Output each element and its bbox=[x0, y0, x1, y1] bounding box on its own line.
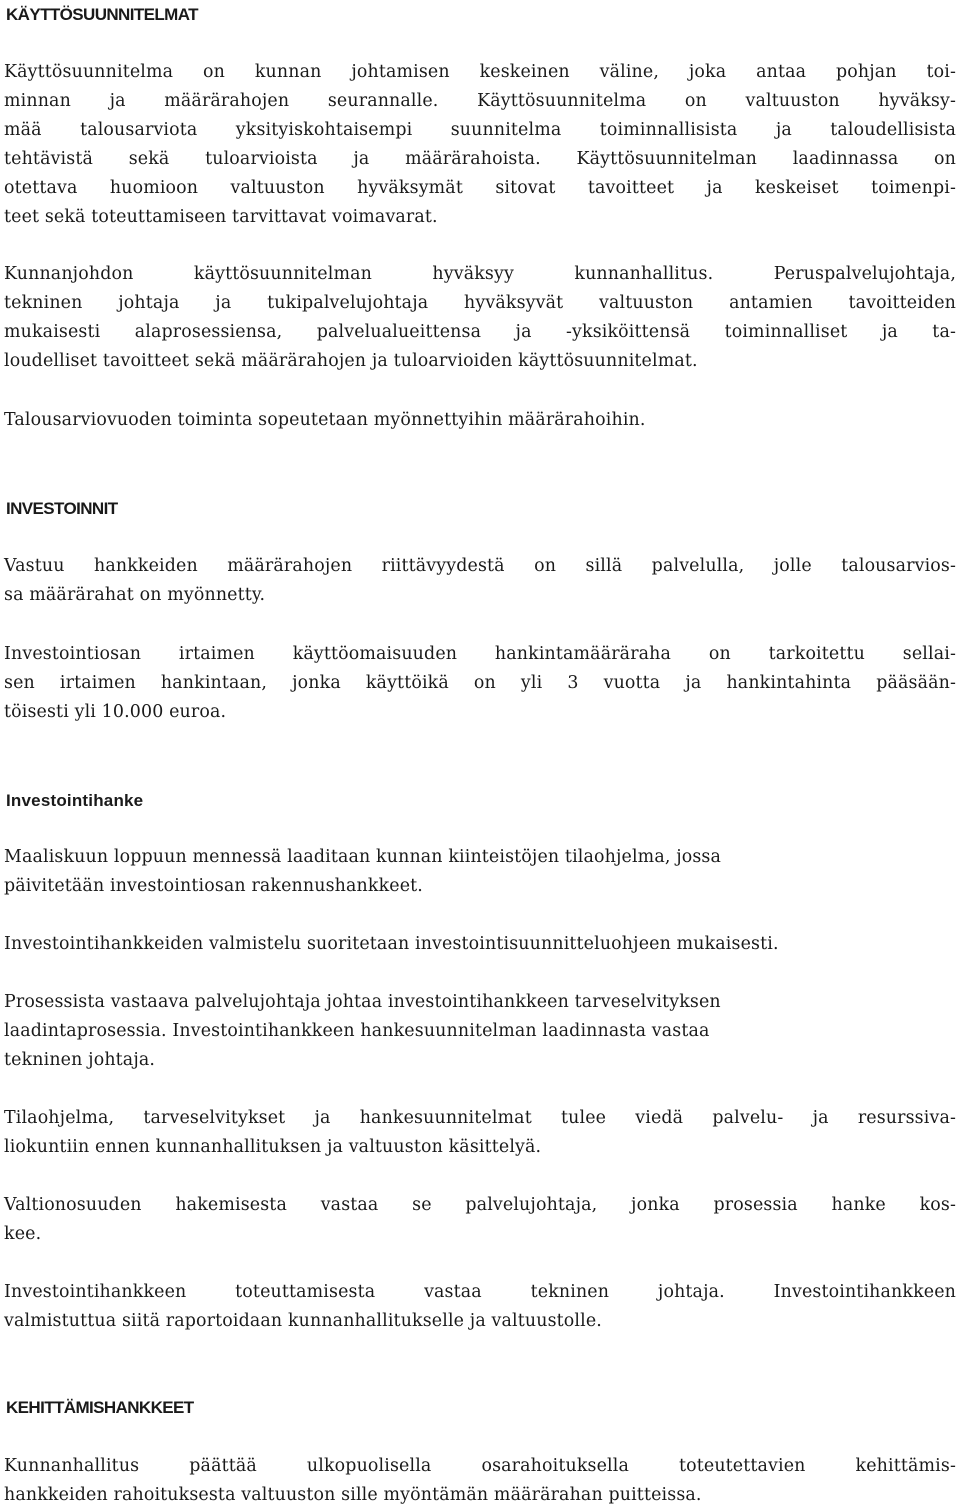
text-line: valmistuttua siitä raportoidaan kunnanhallitukselle ja valtuustolle. bbox=[4, 1311, 602, 1331]
text-line: teet sekä toteuttamiseen tarvittavat voimavarat. bbox=[4, 207, 438, 227]
paragraph-kunnanjohto bbox=[4, 260, 956, 376]
text-line: mukaisesti alaprosessiensa, palvelualueittensa ja -yksiköittensä toiminnalliset ja ta- bbox=[4, 322, 956, 342]
text-line: Kunnanjohdon käyttösuunnitelman hyväksyy kunnanhallitus. Peruspalvelujohtaja, bbox=[4, 264, 956, 284]
text-line: Investointiosan irtaimen käyttöomaisuuden hankintamääräraha on tarkoitettu sellai- bbox=[4, 644, 956, 664]
text-line: hankkeiden rahoituksesta valtuuston sille myöntämän määrärahan puitteissa. bbox=[4, 1485, 702, 1505]
text-line: otettava huomioon valtuuston hyväksymät sitovat tavoitteet ja keskeiset toimenpi- bbox=[4, 178, 956, 198]
heading-kehittamishankkeet: KEHITTÄMISHANKKEET bbox=[6, 1398, 194, 1417]
heading-investointihanke: Investointihanke bbox=[6, 791, 144, 810]
heading-kayttosuunnitelmat: KÄYTTÖSUUNNITELMAT bbox=[6, 5, 198, 24]
text-line: loudelliset tavoitteet sekä määrärahojen ja tuloarvioiden käyttösuunnitelmat. bbox=[4, 351, 698, 371]
paragraph-vastuu-maararahat bbox=[4, 552, 956, 610]
text-line: Valtionosuuden hakemisesta vastaa se palvelujohtaja, jonka prosessia hanke kos- bbox=[4, 1195, 956, 1215]
text-line: Maaliskuun loppuun mennessä laaditaan kunnan kiinteistöjen tilaohjelma, jossa bbox=[4, 847, 722, 867]
paragraph-kasittely bbox=[4, 1104, 956, 1162]
text-line: kee. bbox=[4, 1224, 42, 1244]
text-line: Käyttösuunnitelma on kunnan johtamisen keskeinen väline, joka antaa pohjan toi- bbox=[4, 62, 956, 82]
text-line: sa määrärahat on myönnetty. bbox=[4, 585, 266, 605]
text-line: tehtävistä sekä tuloarvioista ja määrärahoista. Käyttösuunnitelman laadinnassa on bbox=[4, 149, 956, 169]
text-line: liokuntiin ennen kunnanhallituksen ja valtuuston käsittelyä. bbox=[4, 1137, 542, 1157]
text-line: Vastuu hankkeiden määrärahojen riittävyydestä on sillä palvelulla, jolle talousarvios- bbox=[4, 556, 956, 576]
paragraph-kehittamishankkeet bbox=[4, 1452, 956, 1510]
paragraph-valmistelu bbox=[4, 930, 956, 959]
text-line: mää talousarviota yksityiskohtaisempi suunnitelma toiminnallisista ja taloudellisista bbox=[4, 120, 956, 140]
text-line: sen irtaimen hankintaan, jonka käyttöikä on yli 3 vuotta ja hankintahinta pääsään- bbox=[4, 673, 956, 693]
paragraph-talousarviovuosi bbox=[4, 406, 956, 435]
text-line: Talousarviovuoden toiminta sopeutetaan myönnettyihin määrärahoihin. bbox=[4, 410, 646, 430]
text-line: minnan ja määrärahojen seurannalle. Käyttösuunnitelma on valtuuston hyväksy- bbox=[4, 91, 956, 111]
text-line: töisesti yli 10.000 euroa. bbox=[4, 702, 227, 722]
text-line: laadintaprosessia. Investointihankkeen hankesuunnitelman laadinnasta vastaa bbox=[4, 1021, 710, 1041]
paragraph-irtain-kayttoomaisuus bbox=[4, 640, 956, 727]
text-line: Investointihankkeen toteuttamisesta vastaa tekninen johtaja. Investointihankkeen bbox=[4, 1282, 956, 1302]
text-line: Tilaohjelma, tarveselvitykset ja hankesuunnitelmat tulee viedä palvelu- ja resurssiva- bbox=[4, 1108, 956, 1128]
text-line: tekninen johtaja. bbox=[4, 1050, 156, 1070]
text-line: Prosessista vastaava palvelujohtaja johtaa investointihankkeen tarveselvityksen bbox=[4, 992, 721, 1012]
text-line: tekninen johtaja ja tukipalvelujohtaja hyväksyvät valtuuston antamien tavoitteiden bbox=[4, 293, 956, 313]
paragraph-toteuttaminen bbox=[4, 1278, 956, 1336]
paragraph-tilaohjelma bbox=[4, 843, 956, 901]
paragraph-tarveselvitys bbox=[4, 988, 956, 1075]
text-line: Investointihankkeiden valmistelu suoritetaan investointisuunnitteluohjeen mukaisesti. bbox=[4, 934, 779, 954]
paragraph-valtionosuus bbox=[4, 1191, 956, 1249]
heading-investoinnit: INVESTOINNIT bbox=[6, 499, 118, 518]
paragraph-kayttosuunnitelma-intro bbox=[4, 58, 956, 232]
text-line: Kunnanhallitus päättää ulkopuolisella osarahoituksella toteutettavien kehittämis- bbox=[4, 1456, 956, 1476]
text-line: päivitetään investointiosan rakennushankkeet. bbox=[4, 876, 423, 896]
